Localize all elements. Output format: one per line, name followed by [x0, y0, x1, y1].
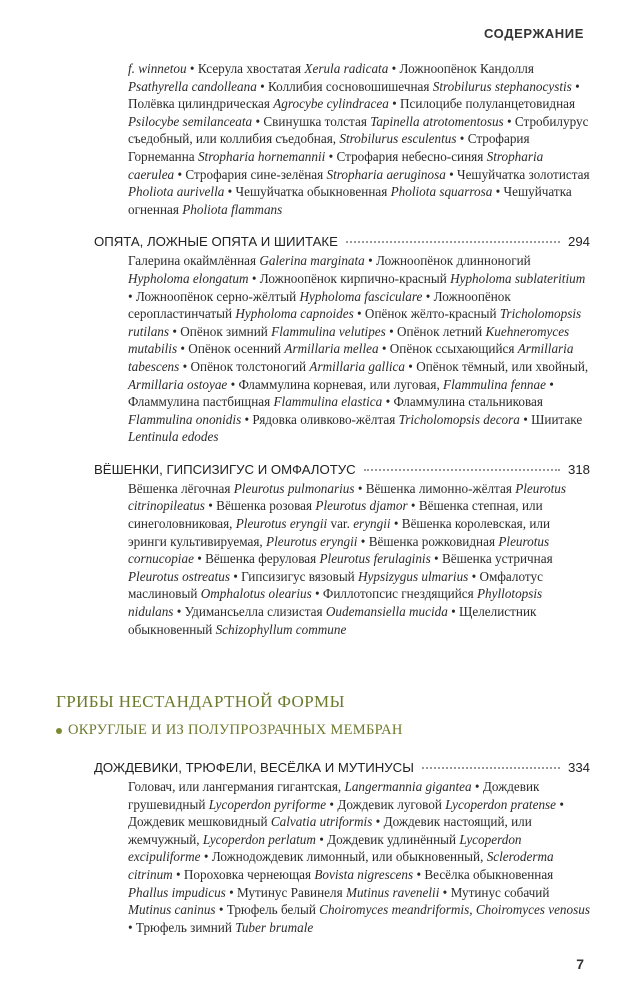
text-run: • Трюфель белый	[215, 902, 320, 918]
text-run: • Опёнок летний	[385, 323, 486, 339]
dot-leader	[364, 469, 560, 471]
latin-name: Agrocybe cylindracea	[273, 96, 389, 112]
latin-name: Hypholoma elongatum	[128, 270, 249, 286]
latin-name: Armillaria tabescens	[128, 341, 574, 374]
text-run: • Свинушка толстая	[252, 113, 371, 129]
text-run: • Вёшенка степная, или синеголовниковая,	[128, 498, 543, 532]
text-run: • Псилоцибе полуланцетовидная	[388, 96, 576, 112]
text-run: • Дождевик луговой	[326, 796, 446, 812]
latin-name: Langermannia gigantea	[344, 779, 472, 794]
latin-name: Hypholoma sublateritium	[450, 270, 586, 286]
latin-name: Oudemansiella mucida	[325, 604, 448, 620]
latin-name: Tuber brumale	[235, 919, 314, 935]
latin-name: Armillaria ostoyae	[128, 376, 228, 392]
latin-name: Phyllotopsis nidulans	[128, 586, 543, 620]
text-run: • Полёвка цилиндрическая	[128, 78, 580, 112]
text-run: • Вёшенка лимонно-жёлтая	[354, 480, 516, 496]
latin-name: Calvatia utriformis	[270, 814, 373, 830]
text-run: • Вёшенка устричная	[430, 551, 553, 567]
text-run: • Чешуйчатка обыкновенная	[224, 184, 391, 200]
text-run: Головач, или лангермания гигантская,	[128, 779, 345, 794]
latin-name: Schizophyllum commune	[215, 621, 347, 637]
latin-name: Stropharia caerulea	[128, 148, 544, 182]
text-run: Галерина окаймлённая	[128, 253, 260, 269]
latin-name: Hypholoma fasciculare	[299, 288, 423, 304]
text-run: • Дождевик мешковидный	[128, 796, 564, 830]
latin-name: Tricholomopsis decora	[398, 411, 520, 427]
latin-name: Pleurotus citrinopileatus	[128, 480, 566, 514]
text-run: • Мутинус собачий	[439, 884, 550, 900]
sections-list-2	[94, 760, 590, 936]
text-run: • Опёнок тёмный, или хвойный,	[405, 358, 589, 374]
latin-name: Omphalotus olearius	[200, 586, 312, 602]
toc-upper	[94, 60, 590, 638]
sections-list	[94, 234, 590, 638]
latin-name: Tapinella atrotomentosus	[370, 113, 504, 129]
text-run: • Фламмулина стальниковая	[382, 394, 543, 410]
section-title: ВЁШЕНКИ, ГИПСИЗИГУС И ОМФАЛОТУС	[94, 461, 356, 477]
text-run: • Ложнодождевик лимонный, или обыкновенный,	[200, 849, 487, 865]
latin-name: Flammulina ononidis	[128, 411, 242, 427]
latin-name: Pleurotus eryngii	[266, 533, 358, 549]
latin-name: Armillaria mellea	[284, 341, 379, 357]
section-species-list	[128, 778, 590, 936]
latin-name: Lentinula edodes	[128, 429, 219, 445]
text-run: • Ксерула хвостатая	[186, 61, 305, 76]
category-title: ГРИБЫ НЕСТАНДАРТНОЙ ФОРМЫ	[56, 692, 345, 711]
text-run: • Чешуйчатка золотистая	[445, 166, 590, 182]
latin-name: Flammulina velutipes	[271, 323, 386, 339]
subcategory-title	[56, 722, 403, 739]
latin-name: f. winnetou	[128, 61, 187, 76]
text-run: • Мутинус Равинеля	[225, 884, 346, 900]
text-run: • Фламмулина пастбищная	[128, 376, 554, 410]
text-run: • Ложноопёнок серопластинчатый	[128, 288, 511, 322]
text-run: • Опёнок жёлто-красный	[353, 306, 500, 322]
text-run: • Опёнок толстоногий	[179, 358, 310, 374]
text-run: • Омфалотус маслиновый	[128, 568, 543, 602]
latin-name: Pleurotus cornucopiae	[128, 533, 550, 567]
dot-leader	[346, 241, 560, 243]
latin-name: Kuehneromyces mutabilis	[128, 323, 570, 357]
latin-name: Phallus impudicus	[128, 884, 226, 900]
text-run: • Опёнок осенний	[177, 341, 285, 357]
section-species-list	[128, 480, 590, 638]
text-run: • Ложноопёнок серно-жёлтый	[128, 288, 300, 304]
text-run: • Ложноопёнок длинноногий	[364, 253, 531, 269]
latin-name: Pholiota flammans	[182, 201, 283, 217]
text-run: • Чешуйчатка огненная	[128, 184, 572, 217]
latin-name: Bovista nigrescens	[314, 866, 414, 882]
latin-name: Pleurotus djamor	[315, 498, 408, 514]
latin-name: Flammulina fennae	[443, 376, 546, 392]
text-run: • Вёшенка королевская, или эринги культивируемая,	[128, 516, 551, 549]
continuation-text	[128, 60, 590, 218]
latin-name: Lycoperdon perlatum	[202, 831, 316, 847]
section-page-number: 294	[567, 234, 590, 250]
text-run: • Вёшенка рожковидная	[357, 533, 499, 549]
text-run: • Строфария сине-зелёная	[174, 166, 327, 182]
bullet-icon	[56, 728, 62, 734]
latin-name: Pleurotus ostreatus	[128, 568, 230, 584]
text-run: • Пороховка чернеющая	[172, 866, 315, 882]
latin-name: Lycoperdon excipuliforme	[128, 831, 522, 865]
subcategory-label: ОКРУГЛЫЕ И ИЗ ПОЛУПРОЗРАЧНЫХ МЕМБРАН	[68, 722, 403, 738]
text-run: • Весёлка обыкновенная	[413, 866, 554, 882]
latin-name: Mutinus caninus	[128, 902, 216, 918]
latin-name: Stropharia aeruginosa	[326, 166, 446, 182]
section-heading[interactable]	[94, 462, 590, 477]
text-run: • Строфария Горнеманна	[128, 131, 530, 164]
latin-name: Scleroderma citrinum	[128, 849, 554, 882]
latin-name: Choiromyces meandriformis, Choiromyces venosus	[319, 902, 590, 918]
latin-name: Psilocybe semilanceata	[128, 113, 253, 129]
section-title: ОПЯТА, ЛОЖНЫЕ ОПЯТА И ШИИТАКЕ	[94, 234, 338, 250]
latin-name: Pleurotus pulmonarius	[233, 480, 355, 496]
text-run: • Гипсизигус вязовый	[229, 568, 359, 584]
latin-name: Armillaria gallica	[309, 358, 405, 374]
toc-lower	[94, 744, 590, 936]
text-run: var.	[327, 516, 354, 532]
latin-name: Psathyrella candolleana	[128, 78, 257, 94]
text-run: • Вёшенка феруловая	[193, 551, 320, 567]
text-run: • Опёнок ссыхающийся	[378, 341, 518, 357]
text-run: • Опёнок зимний	[169, 323, 272, 339]
text-run: • Щелелистник обыкновенный	[128, 604, 537, 637]
text-run: • Дождевик грушевидный	[128, 779, 540, 812]
text-run: • Шиитаке	[519, 411, 583, 427]
text-run: • Дождевик удлинённый	[315, 831, 460, 847]
text-run: • Ложноопёнок кирпично-красный	[248, 270, 451, 286]
section-page-number: 334	[567, 760, 590, 775]
text-run: • Коллибия сосновошишечная	[256, 78, 433, 94]
dot-leader	[422, 767, 560, 769]
running-head: СОДЕРЖАНИЕ	[484, 26, 584, 41]
section-heading[interactable]	[94, 760, 590, 775]
text-run: • Трюфель зимний	[128, 919, 236, 935]
text-run: • Ложноопёнок Кандолля	[388, 61, 534, 76]
section-page-number: 318	[567, 461, 590, 477]
text-run: • Фламмулина корневая, или луговая,	[227, 376, 444, 392]
latin-name: Xerula radicata	[304, 61, 389, 76]
text-run: • Филлотопсис гнездящийся	[311, 586, 477, 602]
latin-name: Strobilurus stephanocystis	[432, 78, 572, 94]
latin-name: Hypholoma capnoides	[235, 306, 354, 322]
latin-name: Tricholomopsis rutilans	[128, 306, 582, 339]
latin-name: Hypsizygus ulmarius	[358, 568, 469, 584]
latin-name: Pleurotus eryngii	[235, 516, 328, 532]
text-run: • Вёшенка розовая	[204, 498, 316, 514]
section-species-list	[128, 252, 590, 446]
section-heading[interactable]	[94, 234, 590, 249]
text-run: • Строфария небесно-синяя	[325, 148, 487, 164]
latin-name: Strobilurus esculentus	[339, 131, 457, 147]
latin-name: eryngii	[353, 516, 391, 532]
latin-name: Mutinus ravenelii	[345, 884, 440, 900]
latin-name: Pholiota aurivella	[128, 184, 225, 200]
latin-name: Lycoperdon pyriforme	[208, 796, 327, 812]
latin-name: Stropharia hornemannii	[197, 148, 326, 164]
latin-name: Pleurotus ferulaginis	[319, 551, 431, 567]
text-run: • Удимансьелла слизистая	[173, 604, 326, 620]
text-run: • Дождевик настоящий, или жемчужный,	[128, 814, 532, 847]
latin-name: Flammulina elastica	[273, 394, 383, 410]
text-run: • Стробилурус съедобный, или коллибия съедобная,	[128, 113, 589, 147]
latin-name: Galerina marginata	[259, 253, 365, 269]
text-run: • Рядовка оливково-жёлтая	[241, 411, 399, 427]
text-run: Вёшенка лёгочная	[128, 480, 234, 496]
latin-name: Lycoperdon pratense	[445, 796, 557, 812]
page-number: 7	[576, 956, 584, 972]
latin-name: Pholiota squarrosa	[390, 184, 493, 200]
section-title: ДОЖДЕВИКИ, ТРЮФЕЛИ, ВЕСЁЛКА И МУТИНУСЫ	[94, 760, 414, 775]
